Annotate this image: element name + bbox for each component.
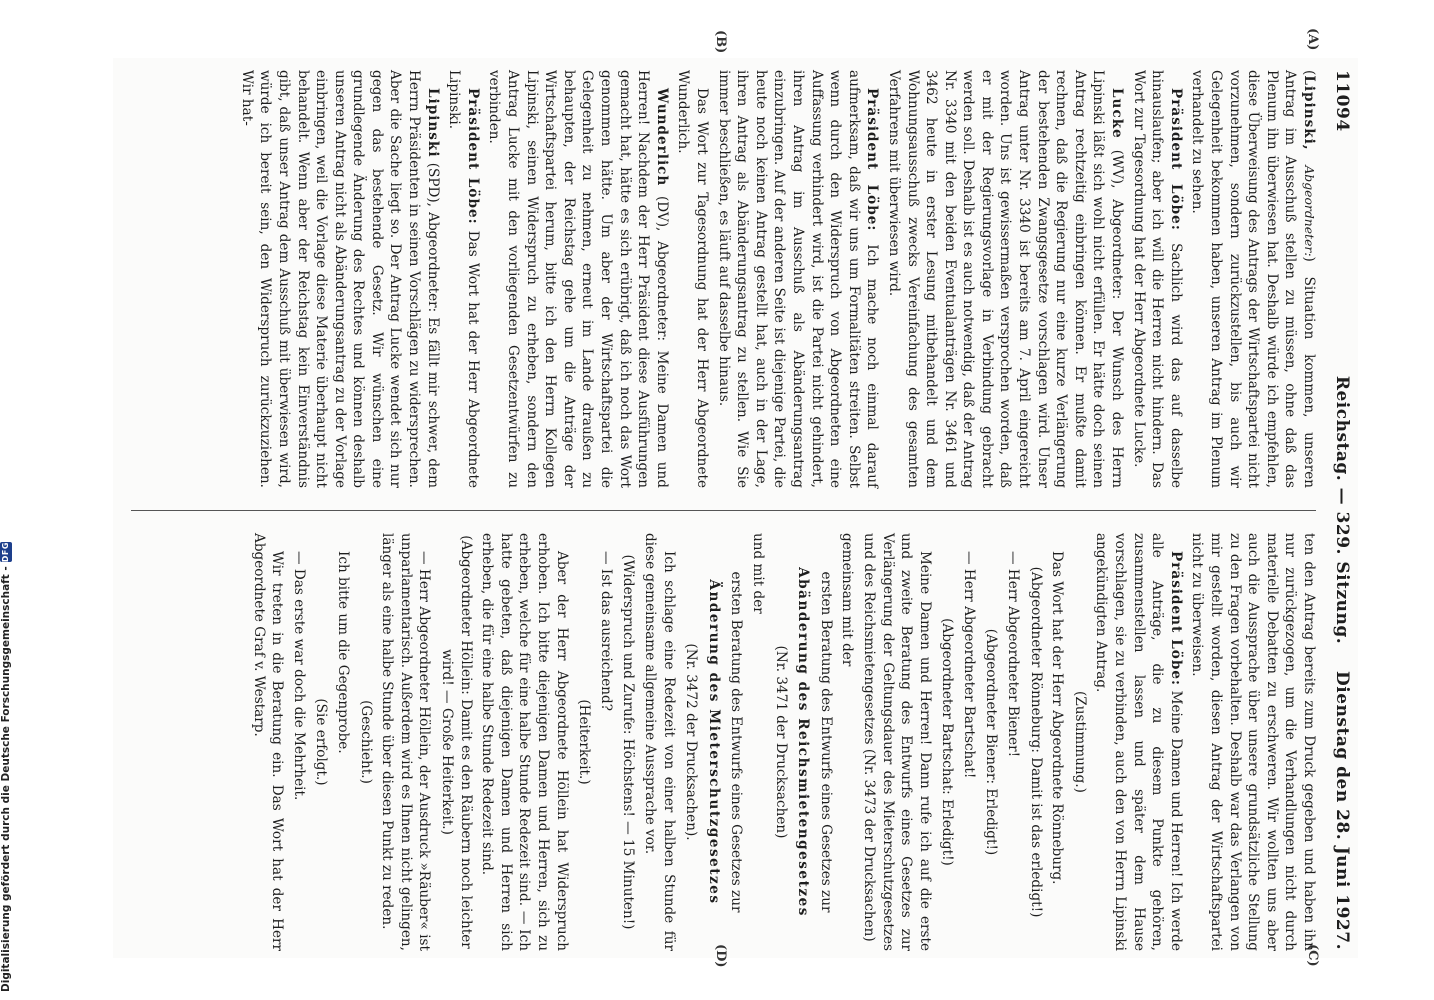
paragraph-text: Sachlich wird das auf dasselbe hinauslaufen; aber ich will die Herren nicht hindern. Das Wort zur Tagesordnung hat der Herr Abgeordnete Lucke.	[1130, 70, 1184, 488]
interjection: (Geschieht.)	[357, 700, 374, 784]
speaker-name: Wunderlich	[653, 88, 670, 187]
page-number: 11094	[1332, 70, 1352, 132]
funding-notice-text: Digitalisierung gefördert durch die Deutsche Forschungsgemeinschaft -	[0, 566, 12, 992]
agenda-item-ref: (Nr. 3472 der Drucksachen).	[683, 643, 700, 841]
paragraph	[714, 70, 881, 488]
speaker-name: Präsident Löbe:	[1167, 551, 1184, 687]
left-column	[234, 70, 1318, 488]
agenda-item-ref: (Nr. 3471 der Drucksachen)	[772, 645, 789, 839]
dfg-logo: DFG	[1, 542, 10, 563]
paragraph-text: Das Wort hat der Herr Abgeordnete Lipinski.	[446, 70, 481, 488]
paragraph: Meine Damen und Herren! Dann rufe ich auf die erste und zweite Beratung des Entwurfs eines Gesetzes zur Verlängerung der Geltungsdauer des Mieterschutzgesetzes und des Reichsmietengesetzes (Nr. 3473 der Drucksachen)	[860, 533, 933, 951]
agenda-item: ersten Beratung des Entwurfs eines Gesetzes zur	[817, 571, 834, 913]
paragraph: Wir treten in die Beratung ein. Das Wort hat der Herr Abgeordnete Graf v. Westarp.	[250, 533, 286, 951]
speaker-name: Lipinski	[424, 88, 441, 158]
paragraph-text: (SPD), Abgeordneter: Es fällt mir schwer, dem Herrn Präsidenten in seinen Vorschlägen zu widersprechen. Aber die Sache liegt so. Der Antrag Lucke wendet sich nur gegen das bestehende Gesetz. Wir wünschen eine grundlegende Änderung des Rechtes und können deshalb unseren Antrag nicht als Abänderungsantrag zu der Vorlage einbringen, weil die Vorlage diese Materie überhaupt nicht behandelt. Wenn aber der Reichstag kein Einverständnis gibt, daß unser Antrag dem Ausschuß mit überwiesen wird, würde ich bereit sein, den Widerspruch zurückzuziehen. Wir hat-	[238, 70, 441, 488]
paragraph: Ich bitte um die Gegenprobe.	[335, 551, 352, 754]
speaker-name: Präsident Löbe:	[864, 88, 881, 232]
paragraph: (Lipinski, Abgeordneter:) Situation kommen, unseren Antrag im Ausschuß stellen zu müssen, ohne daß das Plenum ihn überwiesen hat. Deshalb würde ich empfehlen, diese Überweisung des Antrags der Wirtschaftspartei nicht vorzunehmen, sondern zurückzustellen, bis auch wir Gelegenheit bekommen haben, unseren Antrag im Plenum verhandelt zu sehen.	[1189, 70, 1317, 489]
paragraph	[485, 70, 671, 488]
paragraph	[445, 70, 482, 488]
speaker-role: Abgeordneter:	[1302, 165, 1317, 257]
right-column	[246, 533, 1318, 951]
paragraph	[237, 70, 442, 488]
margin-marker-d: (D)	[713, 944, 728, 968]
paragraph	[1129, 70, 1185, 488]
speaker-name: Lipinski,	[1301, 75, 1317, 151]
paragraph: gemeinsam mit der	[839, 533, 856, 667]
interjection: (Widerspruch und Zurufe: Höchstens! — 15 Minuten!)	[620, 554, 637, 930]
paragraph-text: Meine Damen und Herren! Ich werde alle Anträge, die zu diesem Punkte gehören, zusammenstellen lassen und später dem Hause vorschlagen, sie zu verbinden, auch den von Herrn Lipinski angekündigten Antrag.	[1093, 533, 1184, 951]
margin-marker-b: (B)	[713, 30, 728, 54]
paragraph: ten den Antrag bereits zum Druck gegeben und haben ihn nur zurückgezogen, um die Verhandlungen nicht durch materielle Debatten zu erschweren. Wir wollten uns aber auch die Aussprache über unsere grundsätzliche Stellung zu den Fragen vorbehalten. Deshalb war das Verlangen von mir gestellt worden, diesen Antrag der Wirtschaftspartei nicht zu überweisen.	[1189, 533, 1317, 951]
scanned-page	[113, 28, 1358, 968]
agenda-item-title: Abänderung des Reichsmietengesetzes	[795, 567, 812, 917]
speaker-name: Präsident Löbe:	[464, 88, 481, 225]
page-header	[1324, 70, 1352, 950]
paragraph: Das Wort zur Tagesordnung hat der Herr Abgeordnete Wunderlich.	[675, 70, 710, 488]
paragraph	[884, 70, 1126, 488]
paragraph: — Herr Abgeordneter Höllein, der Ausdruck »Räuber« ist unparlamentarisch. Außerdem wird es Ihnen nicht gelingen, länger als eine halbe Stunde über diesen Punkt zu reden.	[379, 533, 433, 951]
paragraph-text: (WV), Abgeordneter: Der Wunsch des Herrn Lipinski läßt sich wohl nicht erfüllen. Er hätte doch seinen Antrag rechtzeitig einbringen können. Er mußte damit rechnen, daß die Regierung nur eine kurze Verlängerung der bestehenden Zwangsgesetze vorschlagen wird. Unser Antrag unter Nr. 3340 ist bereits am 7. April eingereicht worden. Uns ist gewissermaßen versprochen worden, daß er mit der Regierungsvorlage in Verbindung gebracht werden soll. Deshalb ist es auch notwendig, daß der Antrag Nr. 3340 mit den beiden Eventualanträgen Nr. 3461 und 3462 heute in erster Lesung mitbehandelt und dem Wohnungsausschuß zwecks Vereinfachung des gesamten Verfahrens mit überwiesen wird.	[885, 70, 1126, 489]
paragraph: Aber der Herr Abgeordnete Höllein hat Widerspruch erhoben. Ich bitte diejenigen Damen und Herren, sich zu erheben, welche für eine halbe Stunde Redezeit sind. — Ich hatte gebeten, daß diejenigen Damen und Herren sich erheben, die für eine halbe Stunde Redezeit sind.	[479, 533, 570, 951]
paragraph-text: Ich mache noch einmal darauf aufmerksam, daß wir uns um Formalitäten streiten. Selbst wenn durch den Widerspruch von Abgeordneten eine Auffassung verhindert wird, ist die Partei nicht gehindert, ihren Antrag im Ausschuß als Abänderungsantrag einzubringen. Auf der anderen Seite ist diejenige Partei, die heute noch keinen Antrag gestellt hat, auch in der Lage, ihren Antrag als Abänderungsantrag zu stellen. Wie Sie immer beschließen, es läuft auf dasselbe hinaus.	[715, 70, 881, 488]
interjection: (Abgeordneter Biener: Erledigt!)	[983, 628, 1000, 856]
speaker-name: Lucke	[1109, 88, 1126, 139]
interjection: (Abgeordneter Rönneburg: Damit ist das erledigt!)	[1027, 566, 1044, 918]
paragraph: und mit der	[749, 533, 766, 614]
paragraph	[1092, 533, 1185, 951]
interjection: (Heiterkeit.)	[576, 699, 593, 785]
funding-notice	[0, 542, 12, 992]
paragraph-text: (DV), Abgeordneter: Meine Damen und Herren! Nachdem der Herr Präsident diese Ausführungen gemacht hat, hätte es sich erübrigt, daß ich noch das Wort genommen hätte. Um aber der Wirtschaftspartei die Gelegenheit zu nehmen, erneut im Lande draußen zu behaupten, der Reichstag gehe um die Anträge der Wirtschaftspartei herum, bitte ich den Herrn Kollegen Lipinski, seinen Widerspruch zu erheben, sondern den Antrag Lucke mit den vorliegenden Gesetzentwürfen zu verbinden.	[486, 70, 670, 488]
interjection: (Zustimmung.)	[1071, 691, 1088, 793]
agenda-item-title: Änderung des Mieterschutzgesetzes	[705, 579, 722, 905]
paragraph: Ich schlage eine Redezeit von einer halben Stunde für diese gemeinsame allgemeine Aussprache vor.	[642, 533, 677, 951]
interjection: (Abgeordneter Höllein: Damit es den Räubern noch leichter wird! — Große Heiterkeit.)	[439, 535, 474, 949]
paragraph: Das Wort hat der Herr Abgeordnete Rönneburg.	[1049, 551, 1066, 885]
session-title: Reichstag. — 329. Sitzung.	[1332, 375, 1352, 645]
paragraph-text: Situation kommen, unseren Antrag im Ausschuß stellen zu müssen, ohne daß das Plenum ihn überwiesen hat. Deshalb würde ich empfehlen, diese Überweisung des Antrags der Wirtschaftspartei nicht vorzunehmen, sondern zurückzustellen, bis auch wir Gelegenheit bekommen haben, unseren Antrag im Plenum verhandelt zu sehen.	[1189, 70, 1317, 489]
paragraph: — Das erste war doch die Mehrheit.	[290, 551, 307, 801]
paragraph: — Herr Abgeordneter Biener!	[1005, 551, 1022, 758]
interjection: (Abgeordneter Bartschat: Erledigt!)	[939, 618, 956, 866]
interjection: (Sie erfolgt.)	[313, 698, 330, 786]
paragraph: — Herr Abgeordneter Bartschat!	[960, 551, 977, 779]
agenda-item: ersten Beratung des Entwurfs eines Gesetzes zur	[728, 571, 745, 913]
margin-marker-a: (A)	[1305, 28, 1320, 51]
margin-marker-c: (C)	[1305, 944, 1320, 967]
column-divider	[131, 510, 1316, 511]
paragraph: — Ist das ausreichend?	[597, 551, 614, 712]
session-date: Dienstag den 28. Juni 1927.	[1332, 671, 1352, 950]
speaker-name: Präsident Löbe:	[1167, 88, 1184, 231]
